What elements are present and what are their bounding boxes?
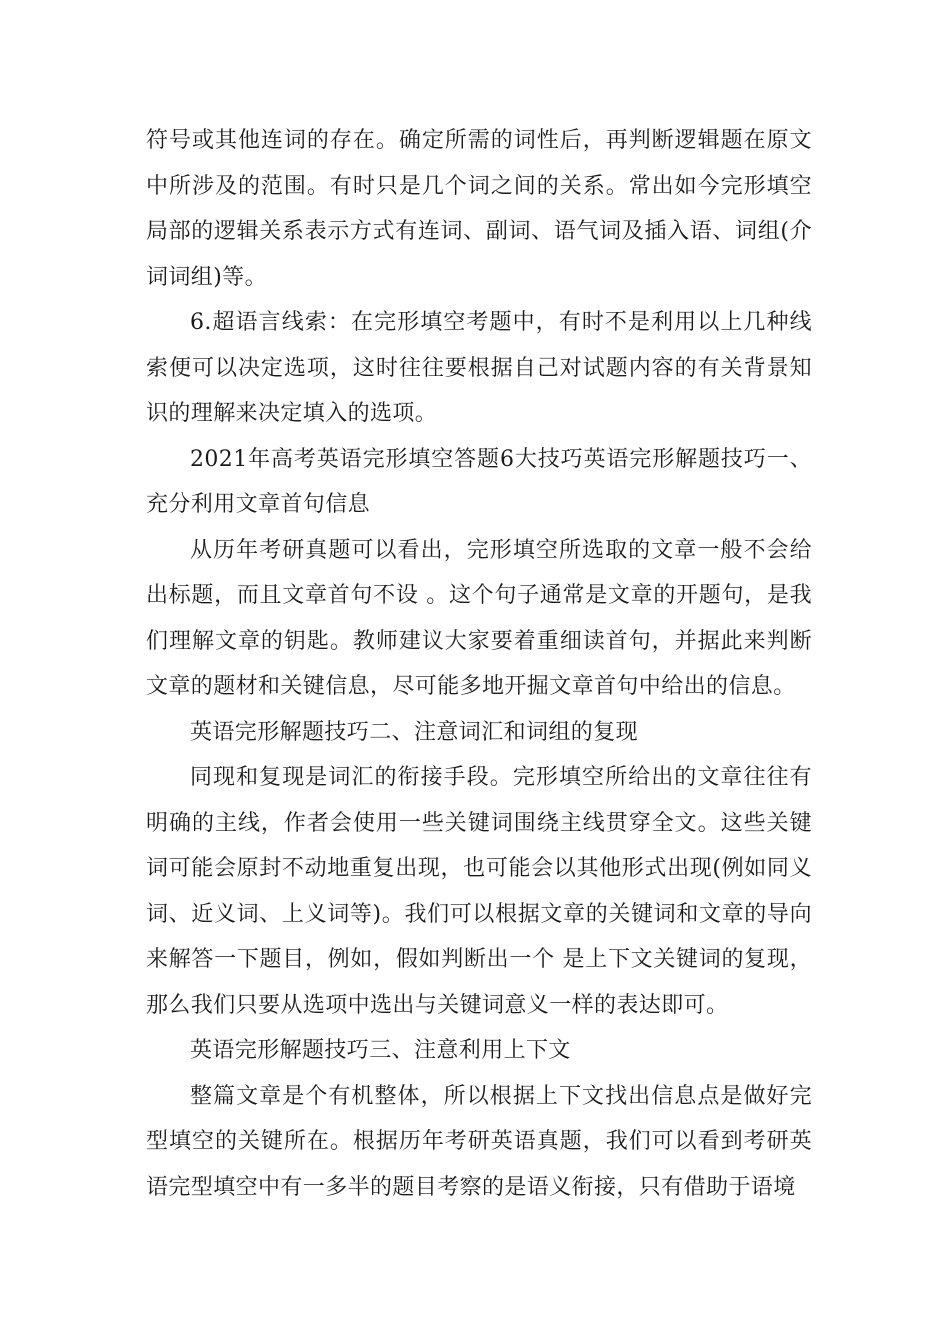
paragraph-1: 符号或其他连词的存在。确定所需的词性后，再判断逻辑题在原文中所涉及的范围。有时只是几个词之间的关系。常出如今完形填空局部的逻辑关系表示方式有连词、副词、语气词及插入语、词组(介词词组)等。 bbox=[146, 128, 812, 290]
paragraph-3: 2021年高考英语完形填空答题6大技巧英语完形解题技巧一、充分利用文章首句信息 bbox=[146, 446, 812, 517]
paragraph-8: 整篇文章是个有机整体，所以根据上下文找出信息点是做好完型填空的关键所在。根据历年考研英语真题，我们可以看到考研英语完型填空中有一多半的题目考察的是语义衔接，只有借助于语境 bbox=[146, 1083, 812, 1200]
paragraph-6: 同现和复现是词汇的衔接手段。完形填空所给出的文章往往有明确的主线，作者会使用一些关键词围绕主线贯穿全文。这些关键词可能会原封不动地重复出现，也可能会以其他形式出现(例如同义词、近义词、上义词等)。我们可以根据文章的关键词和文章的导向来解答一下题目，例如，假如判断出一个 是上下文关键词的复现，那么我们只要从选项中选出与关键词意义一样的表达即可。 bbox=[146, 765, 812, 1018]
section-heading-2: 英语完形解题技巧二、注意词汇和词组的复现 bbox=[190, 719, 639, 745]
section-heading-3: 英语完形解题技巧三、注意利用上下文 bbox=[190, 1038, 571, 1063]
document-body bbox=[146, 118, 812, 1210]
paragraph-4: 从历年考研真题可以看出，完形填空所选取的文章一般不会给出标题，而且文章首句不设 。这个句子通常是文章的开题句，是我们理解文章的钥匙。教师建议大家要着重细读首句，并据此来判断文章的题材和关键信息，尽可能多地开掘文章首句中给出的信息。 bbox=[146, 537, 812, 699]
paragraph-2: 6.超语言线索：在完形填空考题中，有时不是利用以上几种线索便可以决定选项，这时往往要根据自己对试题内容的有关背景知识的理解来决定填入的选项。 bbox=[146, 310, 812, 426]
